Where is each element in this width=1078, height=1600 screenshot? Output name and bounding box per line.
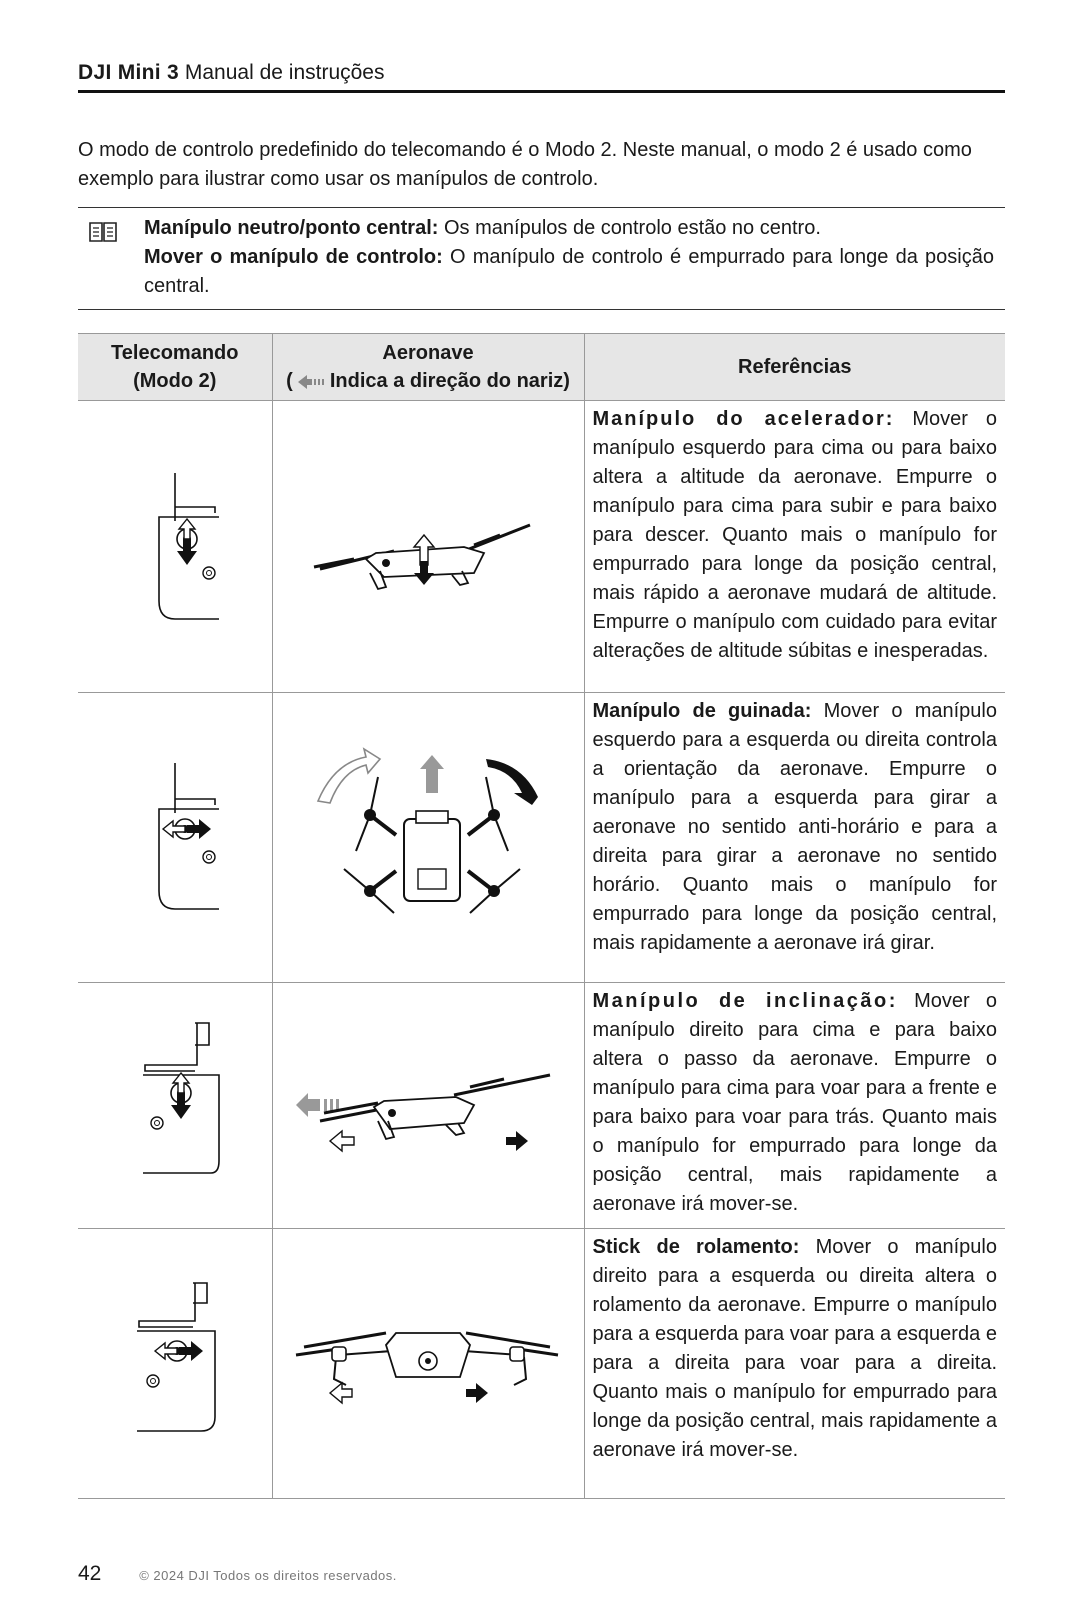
yaw-stick-text: Mover o manípulo esquerdo para a esquerda ou direita controla a orientação da aeronave. Empurre o manípulo para a esquerda para girar a aeronave no sentido anti-horário e para a direita para girar a aeronave no sentido horário. Quanto mais o manípulo for empurrado para longe da posição central, mais rapidamente a aeronave irá girar.: [592, 700, 997, 954]
remote-cell: [78, 693, 272, 983]
aircraft-front-roll-illustration: [274, 1229, 582, 1495]
brand-name: DJI Mini 3: [78, 61, 180, 84]
roll-stick-title: Stick de rolamento:: [592, 1236, 800, 1258]
table-row: [78, 983, 1005, 1229]
pitch-stick-text: Mover o manípulo direito para cima e para baixo altera o passo da aeronave. Empurre o manípulo para cima para voar para a frente e para baixo para voar para trás. Quanto mais o manípulo for empurrado para longe da posição central, mais rapidamente a aeronave irá mover-se.: [592, 990, 997, 1215]
table-header-row: [78, 334, 1005, 401]
reference-cell: [584, 1229, 1005, 1499]
throttle-stick-title: Manípulo do acelerador:: [592, 408, 895, 430]
reference-cell: [584, 401, 1005, 693]
manual-subtitle: Manual de instruções: [184, 61, 385, 84]
nose-direction-arrow-icon: [298, 375, 324, 389]
reference-cell: [584, 983, 1005, 1229]
aircraft-cell: [272, 983, 584, 1229]
table-row: [78, 1229, 1005, 1499]
aircraft-cell: [272, 401, 584, 693]
control-sticks-table: [78, 333, 1005, 1499]
note-term-neutral: Manípulo neutro/ponto central:: [144, 217, 439, 239]
page-header: [78, 58, 1005, 93]
table-row: [78, 401, 1005, 693]
note-term-move: Mover o manípulo de controlo:: [144, 246, 443, 268]
reference-cell: [584, 693, 1005, 983]
yaw-stick-title: Manípulo de guinada:: [592, 700, 812, 722]
copyright-notice: © 2024 DJI Todos os direitos reservados.: [139, 1568, 397, 1583]
note-box: [78, 207, 1005, 310]
aircraft-side-pitch-illustration: [274, 983, 582, 1225]
aircraft-cell: [272, 693, 584, 983]
aircraft-top-yaw-illustration: [274, 693, 582, 979]
table-row: [78, 693, 1005, 983]
pitch-stick-title: Manípulo de inclinação:: [592, 990, 898, 1012]
header-references: Referências: [584, 334, 1005, 401]
remote-cell: [78, 401, 272, 693]
remote-right-stick-left-right-illustration: [85, 1229, 265, 1495]
roll-stick-text: Mover o manípulo direito para a esquerda ou direita altera o rolamento da aeronave. Empurre o manípulo para a esquerda para voar para a esquerda e para a direita para voar para a direita. Quanto mais o manípulo for empurrado para longe da posição central, mais rapidamente a aeronave irá mover-se.: [592, 1236, 997, 1461]
book-icon: [88, 220, 118, 244]
page-footer: [78, 1562, 397, 1586]
remote-cell: [78, 983, 272, 1229]
remote-cell: [78, 1229, 272, 1499]
note-def-move: O manípulo de controlo é empurrado para longe da posição central.: [144, 246, 994, 297]
intro-paragraph: O modo de controlo predefinido do telecomando é o Modo 2. Neste manual, o modo 2 é usado como exemplo para ilustrar como usar os manípulos de controlo.: [78, 139, 972, 190]
page-number: 42: [78, 1562, 102, 1585]
remote-left-stick-left-right-illustration: [85, 693, 265, 979]
header-aircraft: Aeronave ( Indica a direção do nariz): [272, 334, 584, 401]
remote-right-stick-up-down-illustration: [85, 983, 265, 1225]
note-def-neutral: Os manípulos de controlo estão no centro.: [438, 217, 821, 239]
remote-left-stick-up-down-illustration: [85, 401, 265, 689]
aircraft-cell: [272, 1229, 584, 1499]
header-remote: Telecomando (Modo 2): [78, 334, 272, 401]
throttle-stick-text: Mover o manípulo esquerdo para cima ou para baixo altera a altitude da aeronave. Empurre o manípulo para cima para subir e para baixo para descer. Quanto mais o manípulo for empurrado para longe da posição central, mais rápido a aeronave mudará de altitude. Empurre o manípulo com cuidado para evitar alterações de altitude súbitas e inesperadas.: [592, 408, 997, 662]
aircraft-side-altitude-illustration: [274, 401, 582, 689]
